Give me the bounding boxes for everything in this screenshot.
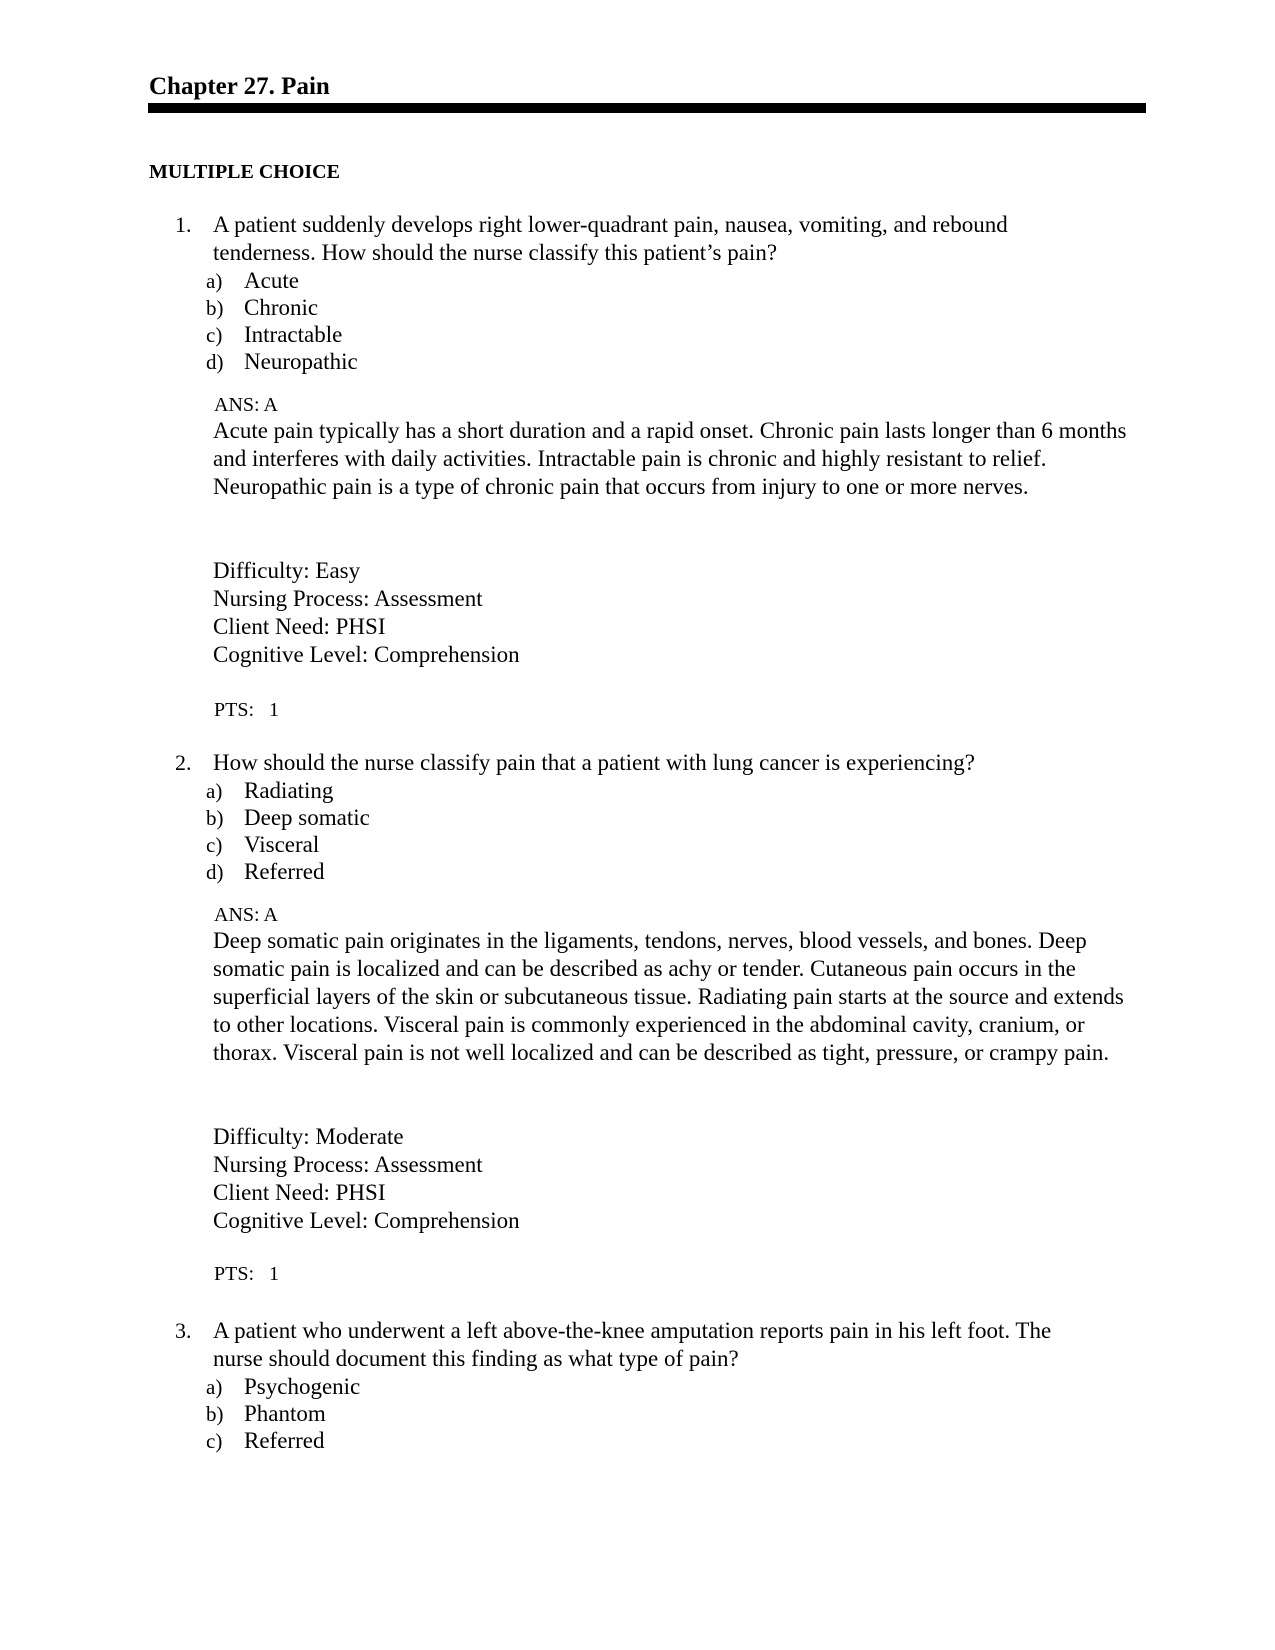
option-a [206, 777, 333, 805]
option-letter: c) [206, 1429, 223, 1453]
option-letter: c) [206, 833, 223, 857]
option-b [206, 804, 370, 832]
client-need: Client Need: PHSI [213, 1180, 386, 1205]
question-text: A patient who underwent a left above-the-knee amputation reports pain in his left foot. The nurse should document this finding as what type of pain? [213, 1318, 1052, 1371]
option-letter: a) [206, 269, 223, 293]
option-text: Intractable [244, 322, 343, 347]
cognitive-level: Cognitive Level: Comprehension [213, 1208, 520, 1233]
question-number: 2. [175, 750, 192, 775]
option-text: Referred [244, 859, 325, 884]
option-letter: a) [206, 779, 223, 803]
option-a [206, 267, 299, 295]
rationale: Deep somatic pain originates in the ligaments, tendons, nerves, blood vessels, and bones. Deep somatic pain is localized and can be described as achy or tender. Cutaneous pain occurs in the superficial layers of the skin or subcutaneous tissue. Radiating pain starts at the source and extends to other locations. Visceral pain is commonly experienced in the abdominal cavity, cranium, or thorax. Visceral pain is not well localized and can be described as tight, pressure, or crampy pain. [213, 928, 1124, 1065]
chapter-title-rule [148, 103, 1146, 113]
option-text: Phantom [244, 1401, 326, 1426]
option-text: Psychogenic [244, 1374, 361, 1399]
option-letter: b) [206, 296, 224, 320]
cognitive-level: Cognitive Level: Comprehension [213, 642, 520, 667]
option-text: Chronic [244, 295, 319, 320]
points: PTS: 1 [214, 699, 280, 721]
question-text: A patient suddenly develops right lower-quadrant pain, nausea, vomiting, and rebound tenderness. How should the nurse classify this patient’s pain? [213, 212, 1008, 265]
points: PTS: 1 [214, 1263, 280, 1285]
chapter-title: Chapter 27. Pain [149, 73, 330, 100]
option-letter: a) [206, 1375, 223, 1399]
rationale: Acute pain typically has a short duration and a rapid onset. Chronic pain lasts longer than 6 months and interferes with daily activities. Intractable pain is chronic and highly resistant to relief. Neuropathic pain is a type of chronic pain that occurs from injury to one or more nerves. [213, 418, 1127, 499]
nursing-process: Nursing Process: Assessment [213, 586, 483, 611]
option-d [206, 858, 324, 886]
answer-key: ANS: A [214, 904, 278, 926]
client-need: Client Need: PHSI [213, 614, 386, 639]
difficulty: Difficulty: Easy [213, 558, 361, 583]
option-text: Referred [244, 1428, 325, 1453]
option-text: Radiating [244, 778, 334, 803]
section-heading: MULTIPLE CHOICE [149, 161, 340, 183]
option-text: Deep somatic [244, 805, 370, 830]
option-c [206, 321, 342, 349]
option-text: Neuropathic [244, 349, 358, 374]
nursing-process: Nursing Process: Assessment [213, 1152, 483, 1177]
question-number: 3. [175, 1318, 192, 1343]
option-b [206, 1400, 326, 1428]
option-d [206, 348, 358, 376]
option-c [206, 831, 319, 859]
option-letter: b) [206, 1402, 224, 1426]
difficulty: Difficulty: Moderate [213, 1124, 404, 1149]
question-text: How should the nurse classify pain that a patient with lung cancer is experiencing? [213, 750, 975, 775]
answer-key: ANS: A [214, 394, 278, 416]
option-letter: d) [206, 350, 224, 374]
question-number: 1. [175, 212, 192, 237]
option-text: Acute [244, 268, 299, 293]
option-letter: c) [206, 323, 223, 347]
option-text: Visceral [244, 832, 320, 857]
option-c [206, 1427, 324, 1455]
option-a [206, 1373, 360, 1401]
option-b [206, 294, 318, 322]
option-letter: b) [206, 806, 224, 830]
option-letter: d) [206, 860, 224, 884]
